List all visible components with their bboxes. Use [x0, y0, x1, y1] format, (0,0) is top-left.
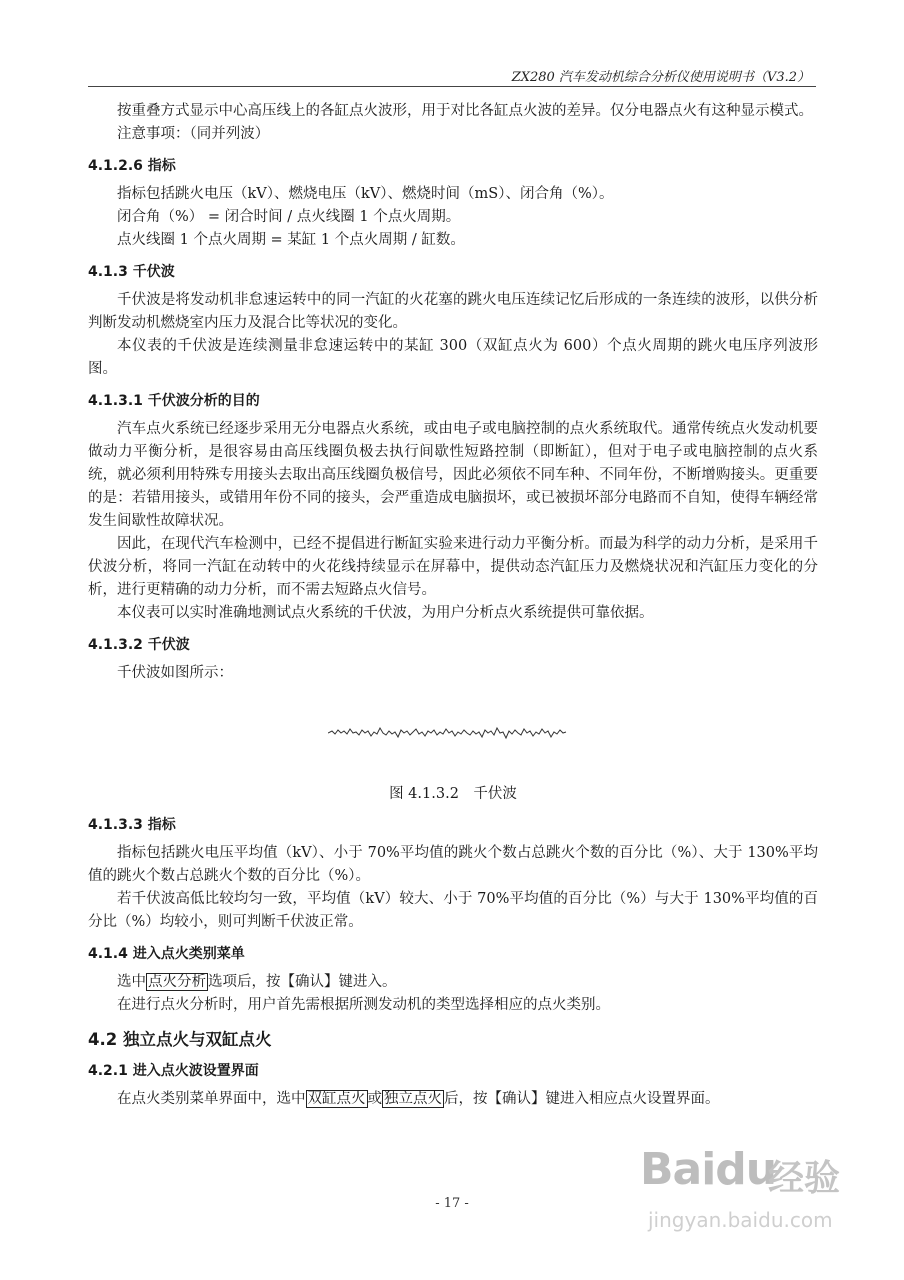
kv-wave-paragraph-2: 本仪表的千伏波是连续测量非怠速运转中的某缸 300（双缸点火为 600）个点火周期的跳火电压序列波形图。 [88, 338, 818, 377]
kv-waveform-line [328, 728, 566, 738]
figure-intro: 千伏波如图所示： [117, 665, 233, 681]
kv-indicator-paragraph-2: 若千伏波高低比较均匀一致，平均值（kV）较大、小于 70%平均值的百分比（%）与大于 130%平均值的百分比（%）均较小，则可判断千伏波正常。 [88, 891, 818, 930]
purpose-paragraph-3: 本仪表可以实时准确地测试点火系统的千伏波，为用户分析点火系统提供可靠依据。 [117, 605, 654, 621]
page-number: - 17 - [435, 1196, 469, 1211]
settings-post: 后，按【确认】键进入相应点火设置界面。 [444, 1091, 720, 1107]
kv-wave-paragraph-1: 千伏波是将发动机非怠速运转中的同一汽缸的火花塞的跳火电压连续记忆后形成的一条连续的波形，以供分析判断发动机燃烧室内压力及混合比等状况的变化。 [88, 292, 818, 331]
intro-note: 注意事项：（同并列波） [117, 126, 270, 142]
indicator-line-2: 闭合角（%） = 闭合时间 / 点火线圈 1 个点火周期。 [117, 209, 461, 225]
watermark-cn: 经验 [768, 1158, 841, 1199]
heading-4-1-2-6: 4.1.2.6 指标 [88, 158, 176, 174]
heading-4-1-3: 4.1.3 千伏波 [88, 264, 175, 280]
heading-4-1-4: 4.1.4 进入点火类别菜单 [88, 946, 245, 962]
settings-mid: 或 [367, 1091, 382, 1107]
header-rule [88, 86, 816, 87]
settings-pre: 在点火类别菜单界面中，选中 [117, 1091, 306, 1107]
independent-ignition-option: 独立点火 [384, 1091, 442, 1107]
figure-caption: 图 4.1.3.2 千伏波 [389, 786, 517, 802]
heading-4-1-3-3: 4.1.3.3 指标 [88, 817, 176, 833]
heading-4-1-3-1: 4.1.3.1 千伏波分析的目的 [88, 393, 260, 409]
watermark-url: jingyan.baidu.com [648, 1208, 833, 1232]
watermark-brand: Baidu [640, 1144, 777, 1195]
indicator-line-3: 点火线圈 1 个点火周期 = 某缸 1 个点火周期 / 缸数。 [117, 232, 465, 248]
settings-entry-paragraph [88, 1088, 818, 1111]
enter-menu-post: 选项后，按【确认】键进入。 [208, 974, 397, 990]
header-title: ZX280 汽车发动机综合分析仪使用说明书（V3.2） [511, 70, 810, 85]
enter-menu-paragraph-2: 在进行点火分析时，用户首先需根据所测发动机的类型选择相应的点火类别。 [117, 997, 610, 1013]
heading-4-1-3-2: 4.1.3.2 千伏波 [88, 637, 190, 653]
enter-menu-paragraph [88, 971, 818, 994]
heading-4-2: 4.2 独立点火与双缸点火 [88, 1030, 272, 1049]
kv-waveform-figure [88, 685, 818, 775]
kv-waveform [328, 717, 568, 747]
baidu-watermark [636, 1120, 876, 1260]
kv-indicator-paragraph-1: 指标包括跳火电压平均值（kV）、小于 70%平均值的跳火个数占总跳火个数的百分比（%）、大于 130%平均值的跳火个数占总跳火个数的百分比（%）。 [88, 845, 818, 884]
ignition-analysis-option: 点火分析 [148, 974, 206, 990]
enter-menu-pre: 选中 [117, 974, 146, 990]
content-body [88, 100, 818, 1111]
purpose-paragraph-1: 汽车点火系统已经逐步采用无分电器点火系统，或由电子或电脑控制的点火系统取代。通常传统点火发动机要做动力平衡分析，是很容易由高压线圈负极去执行间歇性短路控制（即断缸），但对于电子或电脑控制的点火系统，就必须利用特殊专用接头去取出高压线圈负极信号，因此必须依不同车种、不同年份，不断增购接头。更重要的是：若错用接头，或错用年份不同的接头，会严重造成电脑损坏，或已被损坏部分电路而不自知，使得车辆经常发生间歇性故障状况。 [88, 421, 818, 529]
intro-paragraph: 按重叠方式显示中心高压线上的各缸点火波形，用于对比各缸点火波的差异。仅分电器点火有这种显示模式。 [117, 103, 813, 119]
heading-4-2-1: 4.2.1 进入点火波设置界面 [88, 1063, 259, 1079]
dual-cylinder-option: 双缸点火 [307, 1091, 366, 1107]
indicator-line-1: 指标包括跳火电压（kV）、燃烧电压（kV）、燃烧时间（mS）、闭合角（%）。 [117, 186, 614, 202]
purpose-paragraph-2: 因此，在现代汽车检测中，已经不提倡进行断缸实验来进行动力平衡分析。而最为科学的动力分析，是采用千伏波分析，将同一汽缸在动转中的火花线持续显示在屏幕中，提供动态汽缸压力及燃烧状况和汽缸压力变化的分析，进行更精确的动力分析，而不需去短路点火信号。 [88, 536, 818, 598]
